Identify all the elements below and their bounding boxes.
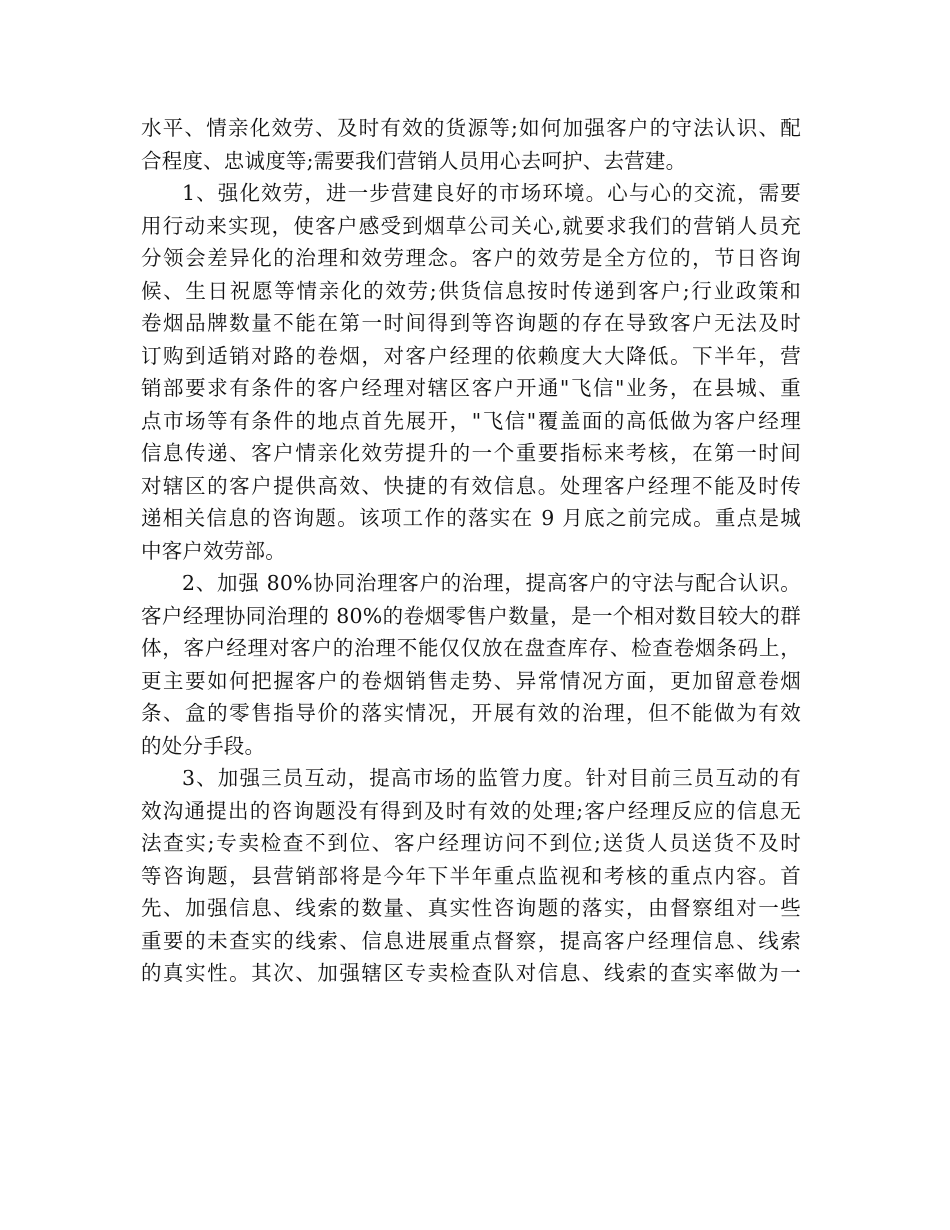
text-line: 销部要求有条件的客户经理对辖区客户开通"飞信"业务，在县城、重 [141,376,801,400]
text-line: 效沟通提出的咨询题没有得到及时有效的处理;客户经理反应的信息无 [141,798,801,823]
text-line: 体，客户经理对客户的治理不能仅仅放在盘查库存、检查卷烟条码上， [141,636,801,660]
text-line: 分领会差异化的治理和效劳理念。客户的效劳是全方位的，节日咨询 [141,246,801,270]
text-line: 先、加强信息、线索的数量、真实性咨询题的落实，由督察组对一些 [141,896,801,920]
text-line: 更主要如何把握客户的卷烟销售走势、异常情况方面，更加留意卷烟 [141,668,801,693]
text-line: 重要的未查实的线索、信息进展重点督察，提高客户经理信息、线索 [141,928,801,953]
text-line: 的真实性。其次、加强辖区专卖检查队对信息、线索的查实率做为一 [141,961,801,985]
body-text [141,112,801,990]
text-line: 候、生日祝愿等情亲化的效劳;供货信息按时传递到客户;行业政策和 [141,278,801,303]
text-line: 法查实;专卖检查不到位、客户经理访问不到位;送货人员送货不及时 [141,831,801,855]
text-line: 等咨询题，县营销部将是今年下半年重点监视和考核的重点内容。首 [141,863,801,888]
text-line: 递相关信息的咨询题。该项工作的落实在 9 月底之前完成。重点是城 [141,506,801,530]
text-line: 2、加强 80%协同治理客户的治理，提高客户的守法与配合认识。 [182,571,801,595]
text-line: 合程度、忠诚度等;需要我们营销人员用心去呵护、去营建。 [141,148,687,173]
text-line: 用行动来实现，使客户感受到烟草公司关心,就要求我们的营销人员充 [141,213,801,238]
text-line: 卷烟品牌数量不能在第一时间得到等咨询题的存在导致客户无法及时 [141,311,801,335]
text-line: 点市场等有条件的地点首先展开，"飞信"覆盖面的高低做为客户经理 [141,408,801,433]
text-line: 3、加强三员互动，提高市场的监管力度。针对目前三员互动的有 [182,766,801,790]
text-line: 条、盒的零售指导价的落实情况，开展有效的治理，但不能做为有效 [141,701,801,725]
text-line: 客户经理协同治理的 80%的卷烟零售户数量，是一个相对数目较大的群 [141,603,801,628]
text-line: 对辖区的客户提供高效、快捷的有效信息。处理客户经理不能及时传 [141,473,801,498]
text-line: 订购到适销对路的卷烟，对客户经理的依赖度大大降低。下半年，营 [141,343,801,368]
text-line: 的处分手段。 [141,733,266,758]
text-line: 信息传递、客户情亲化效劳提升的一个重要指标来考核，在第一时间 [141,441,801,465]
text-line: 1、强化效劳，进一步营建良好的市场环境。心与心的交流，需要 [182,181,801,205]
text-line: 中客户效劳部。 [141,538,286,563]
text-line: 水平、情亲化效劳、及时有效的货源等;如何加强客户的守法认识、配 [141,116,801,140]
